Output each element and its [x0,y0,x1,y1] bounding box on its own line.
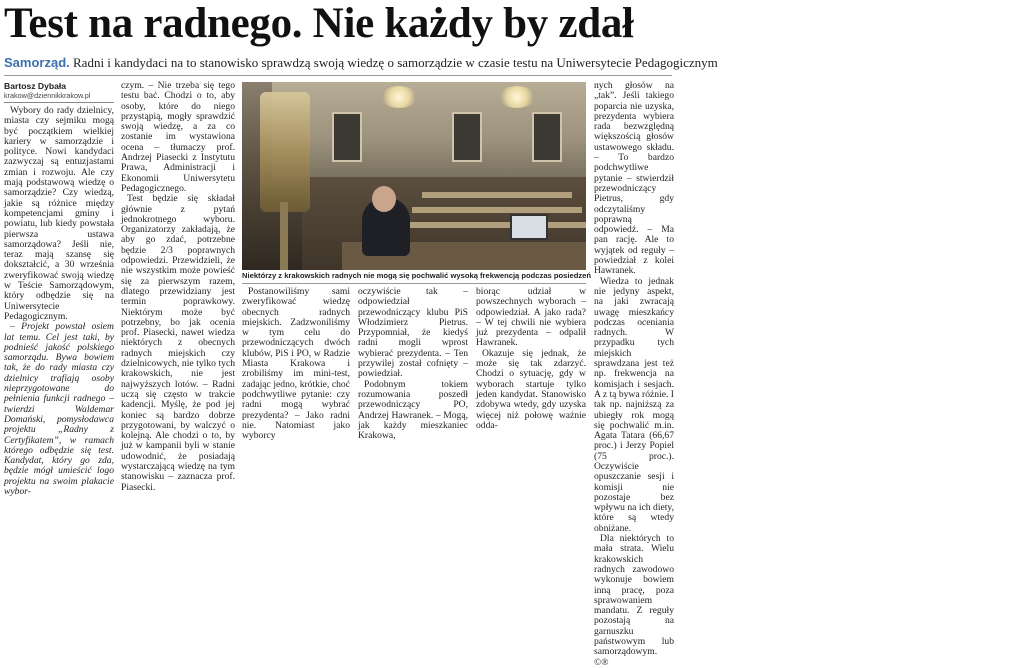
article-column-2 [121,80,235,493]
article-column-3 [242,286,350,442]
paragraph: biorąc udział w powszechnych wyborach – odpowiedział. A jako rada? – W tej chwili nie wybiera już prezydenta – odpalił Hawranek. [476,286,586,349]
photo-window [532,112,562,162]
paragraph: Wybory do rady dzielnicy, miasta czy sejmiku mogą być początkiem wielkiej kariery w samorządzie i polityce. Nowi kandydaci zazwyczaj są entuzjastami zmian i rozwoju. Ale czy mają podstawową wiedzę o samorządzie? Czy wiedzą, jakie są różnice między kompetencjami gminy i powiatu, lub kiedy powstała pierwsza ustawa samorządowa? Jeśli nie, teraz mają szansę się dokształcić, a 30 września zweryfikować swoją wiedzę w Teście Samorządowym, który odbędzie się na Uniwersytecie Pedagogicznym. [4,105,114,322]
emblem-pole [280,202,288,270]
chandelier-icon [498,86,536,108]
photo-caption: Niektórzy z krakowskich radnych nie mogą się pochwalić wysoką frekwencją podczas posiedzeń [242,271,586,284]
photo-window [332,112,362,162]
council-chamber-photo [242,82,586,270]
article-lead-text: Radni i kandydaci na to stanowisko sprawdzą swoją wiedzę o samorządzie w czasie testu na Uniwersytecie Pedagogicznym [73,55,718,70]
photo-bench [412,207,582,213]
article-column-5 [476,286,586,431]
paragraph: – Projekt powstał osiem lat temu. Cel jest taki, by podnieść jakość polskiego samorządu. Bywa bowiem tak, że do rady miasta czy dzielnicy trafiają osoby nieprzygotowane do pełnienia funkcji radnego – twierdzi Waldemar Domański, pomysłodawca projektu „Radny z Certyfikatem”, w ramach którego odbędzie się test. Kandydat, który go zda, będzie mógł umieścić logo projektu na swoim plakacie wybor- [4,321,114,497]
photo-person-head [372,186,396,212]
paragraph: Dla niektórych to mała strata. Wielu krakowskich radnych zawodowo wykonuje bowiem inną pracę, poza sprawowaniem mandatu. Z reguły pozostają na garnuszku państwowym lub samorządowym. ©® [594,533,674,668]
article-headline: Test na radnego. Nie każdy by zdał [4,0,634,47]
paragraph: Okazuje się jednak, że może się tak zdarzyć. Chodzi o sytuację, gdy w wyborach startuje tylko jeden kandydat. Stanowisko zdobywa wtedy, gdy uzyska więcej niż połowę ważnie odda- [476,347,586,431]
laptop-icon [510,214,548,240]
article-kicker: Samorząd. [4,55,70,70]
photo-bench [402,222,586,228]
author-name: Bartosz Dybała [4,81,67,91]
article-column-6 [594,80,674,668]
paragraph: Podobnym tokiem rozumowania poszedł przewodniczący PO, Andrzej Hawranek. – Mogą, jak każdy mieszkaniec Krakowa, [358,378,468,442]
chandelier-icon [380,86,418,108]
article-column-4 [358,286,468,442]
author-email: krakow@dziennikkrakow.pl [4,91,114,103]
paragraph: nych głosów na „tak”. Jeśli takiego poparcia nie uzyska, prezydenta wybiera rada bezwzględną większością głosów ustawowego składu. – To bardzo podchwytliwe pytanie – stwierdził przewodniczący Pietrus, gdy odczytaliśmy poprawną odpowiedź. – Ma pan rację. Ale to wyjątek od reguły – powiedział z kolei Hawranek. [594,80,674,277]
headline-divider [4,75,672,76]
city-emblem-icon [260,92,310,212]
paragraph: oczywiście tak – odpowiedział przewodniczący klubu PiS Włodzimierz Pietrus. Przypomniał, że kiedyś radni mogli wprost wybierać prezydenta. – Ten przywilej został cofnięty – powiedział. [358,286,468,380]
paragraph: Wiedza to jednak nie jedyny aspekt, na jaki zwracają uwagę mieszkańcy podczas oceniania radnych. W przypadku tych miejskich sprawdzana jest też np. frekwencja na komisjach i sesjach. A z tą bywa różnie. I tak np. najniższą za ubiegły rok mogą się pochwalić m.in. Agata Tatara (66,67 proc.) i Jerzy Popiel (75 proc.). Oczywiście opuszczanie sesji i komisji nie pozostaje bez wpływu na ich diety, które są wtedy obniżane. [594,275,674,534]
photo-window [452,112,482,162]
paragraph: Postanowiliśmy sami zweryfikować wiedzę obecnych radnych miejskich. Zadzwoniliśmy w tym celu do przewodniczących dwóch klubów, PiS i PO, w Radzie Miasta Krakowa i zrobiliśmy im mini-test, zadając jedno, krótkie, choć podchwytliwe pytanie: czy radni mogą wybrać prezydenta? – Jako radni nie. Natomiast jako wyborcy [242,286,350,442]
article-lead [4,55,718,71]
paragraph: czym. – Nie trzeba się tego testu bać. Chodzi o to, aby osoby, które do niego przystąpią, mogły sprawdzić swoją wiedzę, a za co zostanie im wystawiona ocena – tłumaczy prof. Andrzej Piasecki z Instytutu Prawa, Administracji i Ekonomii Uniwersytetu Pedagogicznego. [121,80,235,194]
article-column-1 [4,81,114,497]
paragraph: Test będzie się składał głównie z pytań jednokrotnego wyboru. Organizatorzy zakładają, że aby go zdać, potrzebne będzie 2/3 poprawnych odpowiedzi. Przewidzieli, że nie wszystkim może powieść się za pierwszym razem, dlatego przewidziany jest termin poprawkowy. Niektórym może być potrzebny, bo jak ocenia prof. Piasecki, nawet wiedza niektórych z obecnych radnych miejskich czy dzielnicowych, nie tylko tych krakowskich, nie jest najwyższych lotów. – Radni uczą się często w trakcie kadencji. Myślę, że pod jej koniec są bardzo dobrze przygotowani, by walczyć o kolejną. Ale chodzi o to, by już w kampanii byli w stanie udowodnić, że posiadają wystarczającą wiedzę na tym stanowisku – zaznacza prof. Piasecki. [121,193,235,493]
photo-bench [422,192,572,198]
